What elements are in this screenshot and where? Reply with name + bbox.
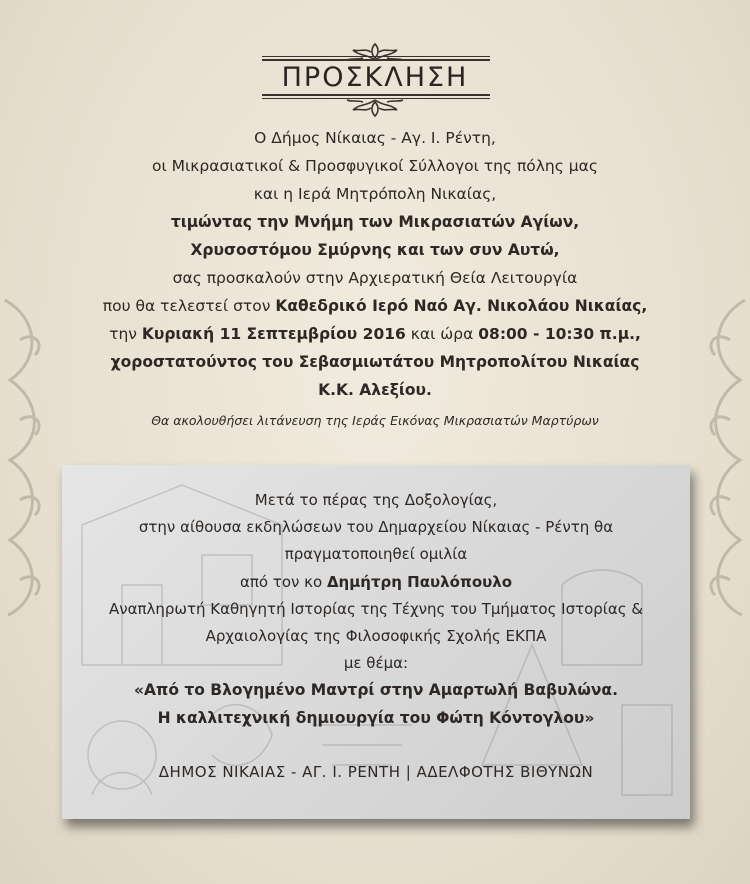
- speaker-line: από τον κο Δημήτρη Παυλόπουλο: [239, 572, 513, 591]
- intro-line: και η Ιερά Μητρόπολη Νικαίας,: [253, 185, 497, 203]
- panel-line: Αρχαιολογίας της Φιλοσοφικής Σχολής ΕΚΠΑ: [205, 627, 547, 646]
- intro-line-bold: Χρυσοστόμου Σμύρνης και των συν Αυτώ,: [190, 241, 560, 259]
- header-rule: [262, 56, 490, 57]
- panel-line: με θέμα:: [343, 654, 409, 673]
- lecture-panel: [62, 465, 690, 819]
- intro-line-church: που θα τελεστεί στον Καθεδρικό Ιερό Ναό Αγ. Νικολάου Νικαίας,: [102, 297, 648, 315]
- intro-line: σας προσκαλούν στην Αρχιερατική Θεία Λειτουργία: [172, 269, 578, 287]
- page-title: ΠΡΟΣΚΛΗΣΗ: [281, 62, 469, 93]
- panel-line: στην αίθουσα εκδηλώσεων του Δημαρχείου Νίκαιας - Ρέντη θα: [138, 518, 614, 537]
- bottom-flourish-icon: [345, 98, 405, 120]
- panel-line: Μετά το πέρας της Δοξολογίας,: [254, 491, 498, 509]
- intro-line-bold: τιμώντας την Μνήμη των Μικρασιατών Αγίων,: [170, 213, 580, 231]
- panel-line: Αναπληρωτή Καθηγητή Ιστορίας της Τέχνης του Τμήματος Ιστορίας &: [108, 599, 644, 618]
- intro-line: Ο Δήμος Νίκαιας - Αγ. Ι. Ρέντη,: [254, 129, 496, 147]
- intro-line-bold: χοροστατούντος του Σεβασμιωτάτου Μητροπολίτου Νικαίας: [110, 353, 640, 371]
- lecture-title-line: «Από το Βλογημένο Μαντρί στην Αμαρτωλή Βαβυλώνα.: [134, 681, 618, 700]
- organizers-footer: ΔΗΜΟΣ ΝΙΚΑΙΑΣ - ΑΓ. Ι. ΡΕΝΤΗ | ΑΔΕΛΦΟΤΗΣ ΒΙΘΥΝΩΝ: [158, 763, 594, 781]
- header-rule: [262, 94, 490, 96]
- header-rule: [262, 59, 490, 61]
- procession-note: Θα ακολουθήσει λιτάνευση της Ιεράς Εικόνας Μικρασιατών Μαρτύρων: [151, 413, 599, 428]
- lecture-details: [62, 487, 690, 732]
- invitation-text: [0, 124, 750, 430]
- intro-line-bold: Κ.Κ. Αλεξίου.: [318, 381, 432, 399]
- intro-line-date: την Κυριακή 11 Σεπτεμβρίου 2016 και ώρα 08:00 - 10:30 π.μ.,: [109, 325, 641, 343]
- panel-line: πραγματοποιηθεί ομιλία: [284, 545, 468, 564]
- intro-line: οι Μικρασιατικοί & Προσφυγικοί Σύλλογοι της πόλης μας: [152, 157, 598, 175]
- lecture-title-line: Η καλλιτεχνική δημιουργία του Φώτη Κόντογλου»: [157, 708, 595, 727]
